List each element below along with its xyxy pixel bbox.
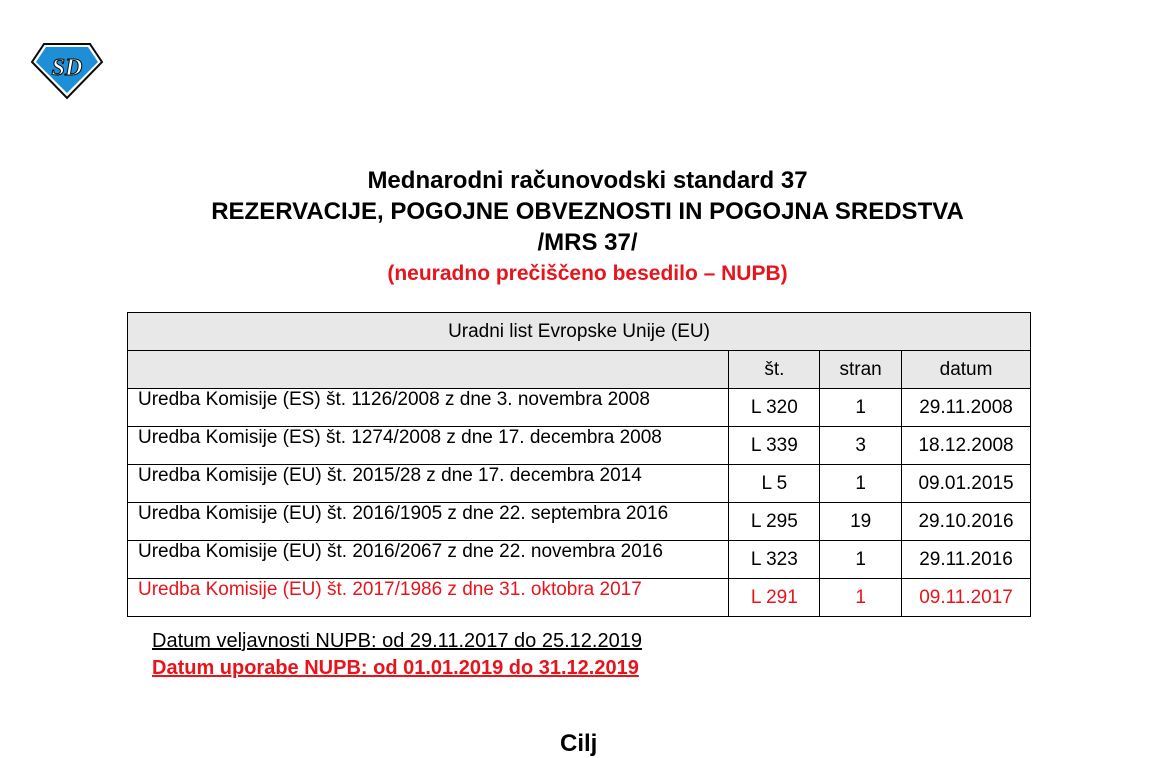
application-date-note: Datum uporabe NUPB: od 01.01.2019 do 31.12.2019	[152, 657, 639, 679]
date-cell: 09.01.2015	[902, 465, 1031, 503]
table-row	[128, 465, 1031, 503]
page-cell: 19	[820, 503, 902, 541]
date-cell: 29.10.2016	[902, 503, 1031, 541]
unofficial-text-note: (neuradno prečiščeno besedilo – NUPB)	[387, 262, 788, 285]
section-heading-partial: Cilj	[560, 730, 598, 757]
column-header-number: št.	[729, 351, 820, 389]
column-header-regulation	[128, 351, 729, 389]
date-cell: 29.11.2016	[902, 541, 1031, 579]
sd-logo	[30, 40, 104, 100]
date-cell: 09.11.2017	[902, 579, 1031, 617]
page-cell: 1	[820, 541, 902, 579]
regulation-cell: Uredba Komisije (EU) št. 2017/1986 z dne 31. oktobra 2017	[128, 579, 729, 617]
date-cell: 18.12.2008	[902, 427, 1031, 465]
standard-code: /MRS 37/	[537, 229, 638, 256]
column-header-date: datum	[902, 351, 1031, 389]
table-row	[128, 427, 1031, 465]
table-row	[128, 503, 1031, 541]
number-cell: L 320	[729, 389, 820, 427]
regulation-cell: Uredba Komisije (ES) št. 1126/2008 z dne 3. novembra 2008	[128, 389, 729, 427]
number-cell: L 339	[729, 427, 820, 465]
svg-text:SD: SD	[51, 55, 83, 81]
regulation-cell: Uredba Komisije (EU) št. 2016/1905 z dne 22. septembra 2016	[128, 503, 729, 541]
table-caption: Uradni list Evropske Unije (EU)	[128, 313, 1031, 351]
standard-subject: REZERVACIJE, POGOJNE OBVEZNOSTI IN POGOJNA SREDSTVA	[211, 198, 964, 225]
page-cell: 1	[820, 465, 902, 503]
number-cell: L 291	[729, 579, 820, 617]
regulation-cell: Uredba Komisije (EU) št. 2016/2067 z dne 22. novembra 2016	[128, 541, 729, 579]
table-row-latest	[128, 579, 1031, 617]
regulation-cell: Uredba Komisije (EU) št. 2015/28 z dne 17. decembra 2014	[128, 465, 729, 503]
page-cell: 1	[820, 579, 902, 617]
table-row	[128, 389, 1031, 427]
table-row	[128, 541, 1031, 579]
number-cell: L 323	[729, 541, 820, 579]
number-cell: L 295	[729, 503, 820, 541]
column-header-page: stran	[820, 351, 902, 389]
page-cell: 3	[820, 427, 902, 465]
number-cell: L 5	[729, 465, 820, 503]
regulation-cell: Uredba Komisije (ES) št. 1274/2008 z dne 17. decembra 2008	[128, 427, 729, 465]
date-cell: 29.11.2008	[902, 389, 1031, 427]
validity-date-note: Datum veljavnosti NUPB: od 29.11.2017 do 25.12.2019	[152, 630, 642, 652]
official-journal-table	[127, 312, 1031, 617]
standard-title: Mednarodni računovodski standard 37	[367, 167, 808, 194]
page-cell: 1	[820, 389, 902, 427]
